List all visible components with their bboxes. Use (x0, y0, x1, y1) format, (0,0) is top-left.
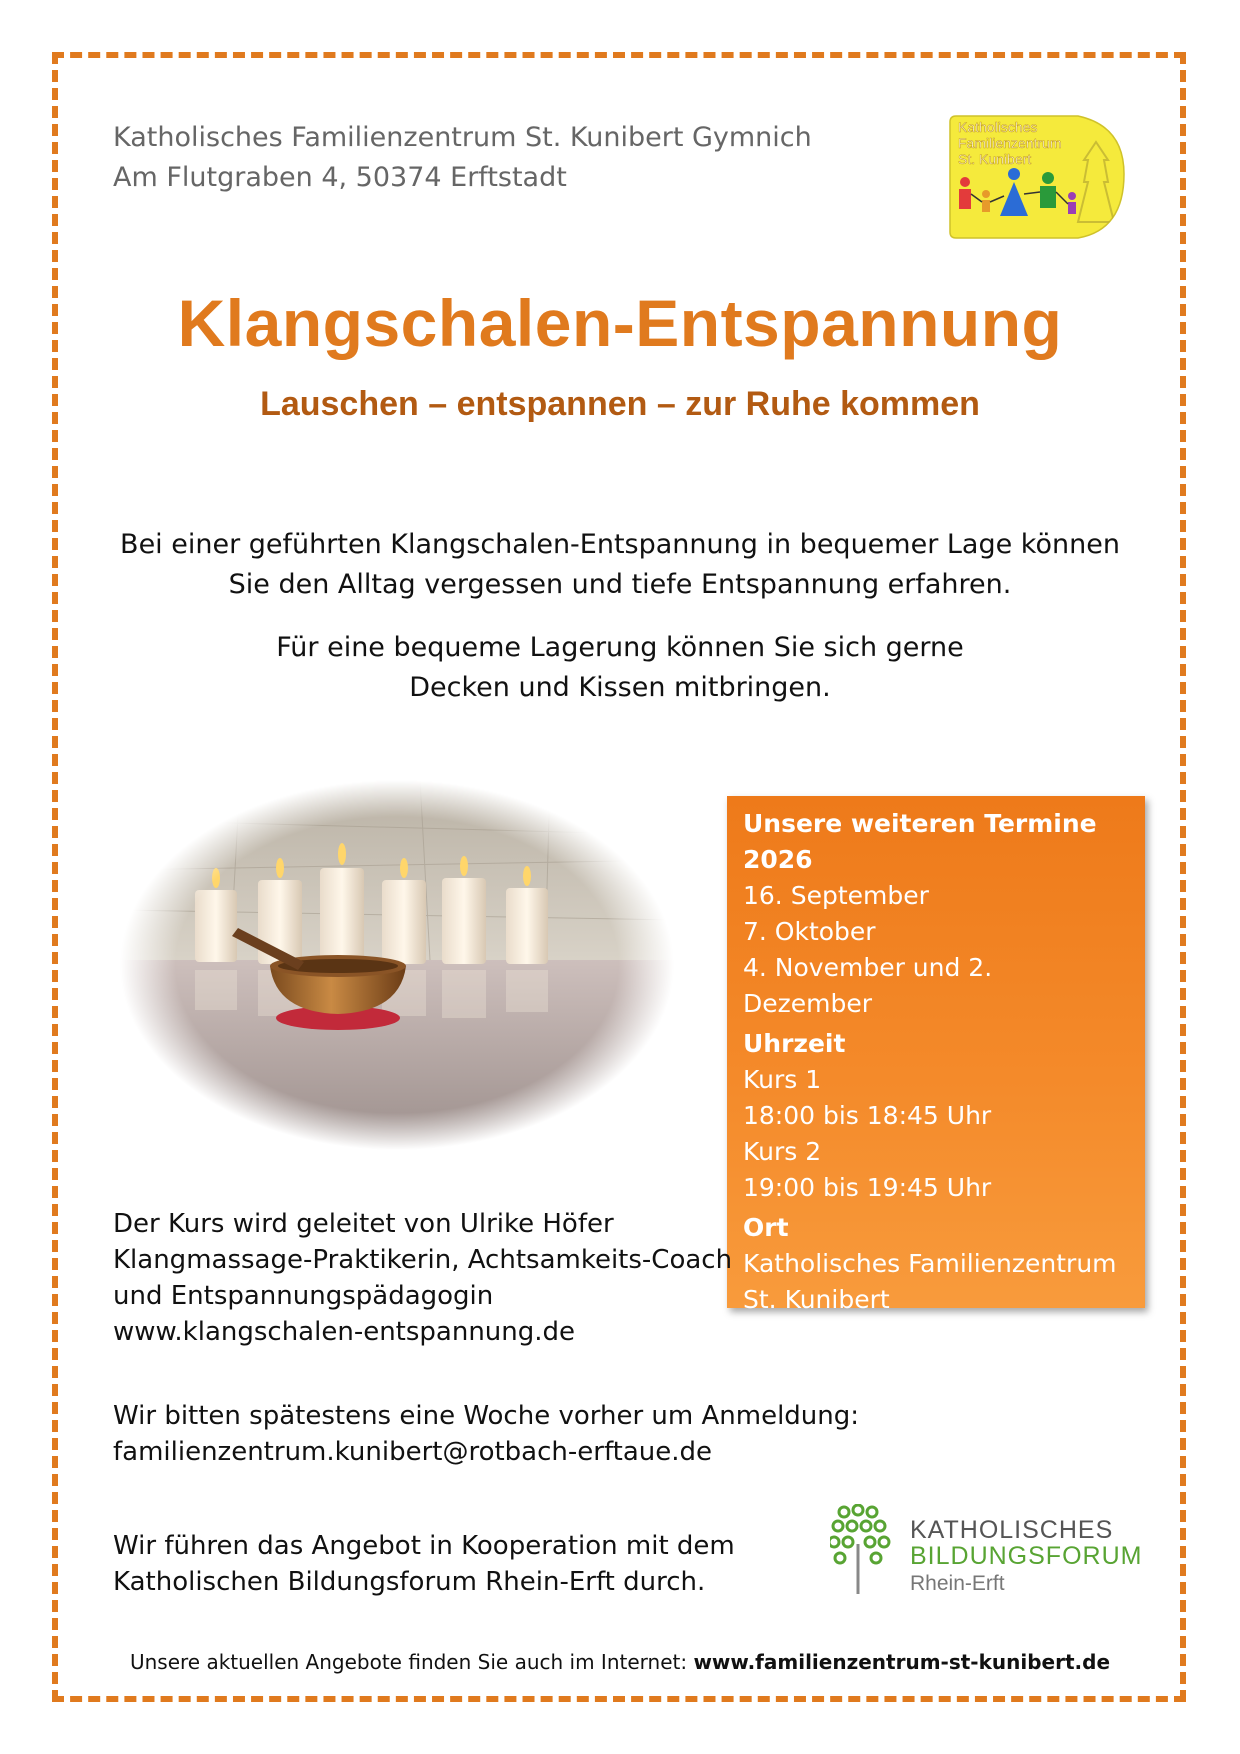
date-item: 4. November und 2. Dezember (743, 953, 993, 1018)
footer-text: Unsere aktuellen Angebote finden Sie auch im Internet: (129, 1650, 694, 1674)
registration-email[interactable]: familienzentrum.kunibert@rotbach-erftaue.de (113, 1437, 713, 1467)
intro-p1-line1: Bei einer geführten Klangschalen-Entspannung in bequemer Lage können (120, 529, 1120, 560)
kurs1-label: Kurs 1 (743, 1065, 822, 1094)
date-item: 16. September (743, 881, 929, 910)
kbf-logo-line3: Rhein-Erft (910, 1572, 1005, 1595)
footer-url[interactable]: www.familienzentrum-st-kunibert.de (693, 1650, 1111, 1674)
leader-line2: Klangmassage-Praktikerin, Achtsamkeits-Coach (113, 1245, 733, 1275)
kostenfrei-note: Der Kurs ist kostenfrei. (743, 1325, 1072, 1354)
kurs2-time: 19:00 bis 19:45 Uhr (743, 1173, 992, 1202)
kbf-logo-line2: BILDUNGSFORUM (910, 1542, 1143, 1570)
logo-text-line2: Familienzentrum (958, 135, 1062, 151)
ort-heading: Ort (743, 1213, 789, 1242)
leader-line1: Der Kurs wird geleitet von Ulrike Höfer (113, 1209, 614, 1239)
cooperation-info (113, 1528, 735, 1600)
course-leader-info (113, 1206, 732, 1350)
intro-p2-line1: Für eine bequeme Lagerung können Sie sich gerne (276, 632, 964, 663)
intro-paragraph-1 (0, 525, 1240, 605)
termine-heading: Unsere weiteren Termine 2026 (743, 809, 1097, 874)
logo-text-line3: St. Kunibert (958, 151, 1032, 167)
registration-text: Wir bitten spätestens eine Woche vorher um Anmeldung: (113, 1401, 860, 1431)
registration-info (113, 1398, 859, 1470)
leader-website[interactable]: www.klangschalen-entspannung.de (113, 1317, 576, 1347)
organisation-address (113, 118, 812, 198)
ort-line2: St. Kunibert (743, 1285, 890, 1314)
dates-info-box (727, 796, 1145, 1354)
logo-text-line1: Katholisches (958, 119, 1038, 135)
cooperation-line2: Katholischen Bildungsforum Rhein-Erft durch. (113, 1567, 706, 1597)
intro-paragraph-2 (0, 628, 1240, 708)
kbf-logo-line1: KATHOLISCHES (910, 1516, 1114, 1544)
leader-line3: und Entspannungspädagogin (113, 1281, 494, 1311)
org-name: Katholisches Familienzentrum St. Kunibert Gymnich (113, 122, 812, 153)
cooperation-line1: Wir führen das Angebot in Kooperation mit dem (113, 1531, 735, 1561)
page-title: Klangschalen-Entspannung (177, 286, 1063, 360)
kurs2-label: Kurs 2 (743, 1137, 822, 1166)
kurs1-time: 18:00 bis 18:45 Uhr (743, 1101, 992, 1130)
date-item: 7. Oktober (743, 917, 876, 946)
intro-p1-line2: Sie den Alltag vergessen und tiefe Entspannung erfahren. (228, 569, 1012, 600)
org-address: Am Flutgraben 4, 50374 Erftstadt (113, 162, 567, 193)
ort-line1: Katholisches Familienzentrum (743, 1249, 1117, 1278)
familienzentrum-logo (948, 112, 1128, 242)
singing-bowl-candles-photo (120, 780, 675, 1150)
intro-p2-line2: Decken und Kissen mitbringen. (409, 672, 831, 703)
page-subtitle: Lauschen – entspannen – zur Ruhe kommen (260, 385, 980, 423)
footer-note (0, 1650, 1240, 1674)
uhrzeit-heading: Uhrzeit (743, 1029, 846, 1058)
